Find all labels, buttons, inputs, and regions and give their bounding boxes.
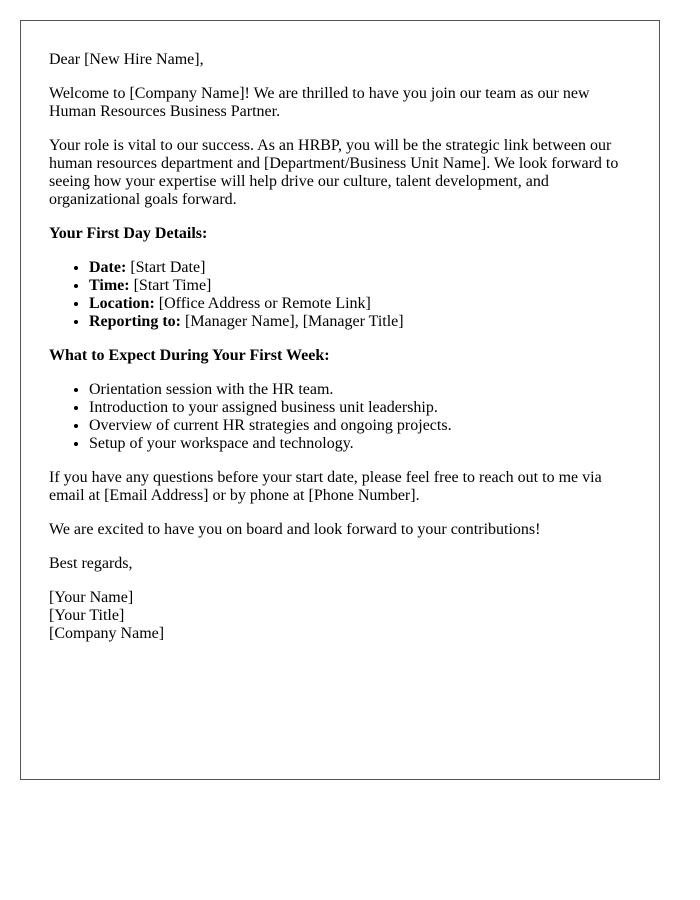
signature-company: [Company Name] [49,625,165,642]
first-week-item: • Orientation session with the HR team. [89,381,631,399]
item-value: [Start Time] [133,277,212,294]
first-day-heading: Your First Day Details: [49,225,208,242]
item-label: Location: [89,295,155,312]
intro-paragraph: Welcome to [Company Name]! We are thrilled to have you join our team as our new Human Resources Business Partner. [49,85,590,120]
item-value: [Manager Name], [Manager Title] [184,313,404,330]
first-day-item-reporting [89,313,631,331]
letter-page [20,20,660,780]
item-value: [Office Address or Remote Link] [158,295,371,312]
greeting: Dear [New Hire Name], [49,51,204,68]
sign-off: Best regards, [49,555,133,572]
first-week-item: • Setup of your workspace and technology. [89,435,631,453]
role-paragraph: Your role is vital to our success. As an HRBP, you will be the strategic link between our human resources department and [Department/Business Unit Name]. We look forward to seeing how your expertise will help drive our culture, talent development, and organizational goals forward. [49,137,619,208]
signature-block [49,589,631,643]
signature-title: [Your Title] [49,607,125,624]
item-label: Reporting to: [89,313,181,330]
item-label: Time: [89,277,130,294]
questions-paragraph: If you have any questions before your start date, please feel free to reach out to me via email at [Email Address] or by phone at [Phone Number]. [49,469,602,504]
item-label: Date: [89,259,127,276]
first-week-item: • Introduction to your assigned business unit leadership. [89,399,631,417]
first-week-item: • Overview of current HR strategies and ongoing projects. [89,417,631,435]
first-week-list [49,381,631,453]
item-value: [Start Date] [130,259,206,276]
first-day-item-time [89,277,631,295]
first-week-heading: What to Expect During Your First Week: [49,347,330,364]
first-day-list [49,259,631,331]
excited-paragraph: We are excited to have you on board and look forward to your contributions! [49,521,541,538]
signature-name: [Your Name] [49,589,134,606]
first-day-item-location [89,295,631,313]
first-day-item-date [89,259,631,277]
